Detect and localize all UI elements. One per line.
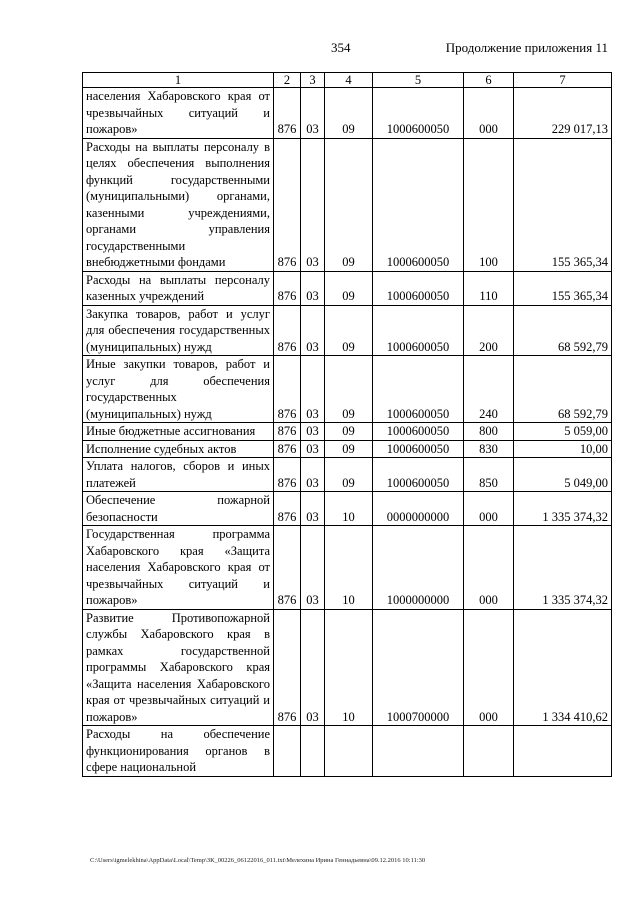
cell-amount: 155 365,34 — [514, 138, 612, 271]
cell-section: 03 — [301, 458, 325, 492]
cell-section: 03 — [301, 271, 325, 305]
table-row — [83, 440, 612, 458]
footer-file-path: C:\Users\igmelekhina\AppData\Local\Temp\ЗК_00226_06122016_011.txt\Мелехина Ирина Геннадьевна\09.12.2016 10:11:30 — [90, 857, 426, 864]
cell-admin-code: 876 — [274, 526, 301, 610]
table-row — [83, 138, 612, 271]
cell-subsection: 10 — [325, 609, 373, 726]
cell-expense-type: 240 — [464, 356, 514, 423]
cell-section: 03 — [301, 526, 325, 610]
column-header: 2 — [274, 73, 301, 88]
cell-subsection: 09 — [325, 440, 373, 458]
table-header-row — [83, 73, 612, 88]
table-row — [83, 726, 612, 777]
cell-admin-code: 876 — [274, 271, 301, 305]
cell-section: 03 — [301, 356, 325, 423]
cell-subsection: 09 — [325, 138, 373, 271]
cell-section: 03 — [301, 609, 325, 726]
table-row — [83, 492, 612, 526]
cell-subsection: 09 — [325, 271, 373, 305]
cell-amount: 68 592,79 — [514, 305, 612, 356]
cell-expense-type: 830 — [464, 440, 514, 458]
cell-admin-code: 876 — [274, 305, 301, 356]
cell-admin-code: 876 — [274, 138, 301, 271]
cell-expense-type: 200 — [464, 305, 514, 356]
cell-subsection: 09 — [325, 305, 373, 356]
column-header: 4 — [325, 73, 373, 88]
row-name: Расходы на выплаты персоналу казенных учреждений — [83, 271, 274, 305]
cell-expense-type: 110 — [464, 271, 514, 305]
table-row — [83, 305, 612, 356]
table-row — [83, 609, 612, 726]
cell-amount: 68 592,79 — [514, 356, 612, 423]
cell-expense-type: 000 — [464, 88, 514, 139]
cell-target-code: 1000600050 — [373, 138, 464, 271]
cell-section: 03 — [301, 440, 325, 458]
cell-section — [301, 726, 325, 777]
cell-amount: 5 049,00 — [514, 458, 612, 492]
cell-subsection: 09 — [325, 88, 373, 139]
cell-target-code — [373, 726, 464, 777]
cell-amount: 5 059,00 — [514, 423, 612, 441]
cell-target-code: 1000600050 — [373, 88, 464, 139]
cell-section: 03 — [301, 423, 325, 441]
cell-target-code: 1000600050 — [373, 271, 464, 305]
cell-section: 03 — [301, 492, 325, 526]
cell-target-code: 1000600050 — [373, 305, 464, 356]
cell-subsection: 09 — [325, 423, 373, 441]
cell-target-code: 1000600050 — [373, 423, 464, 441]
row-name: Исполнение судебных актов — [83, 440, 274, 458]
cell-subsection: 09 — [325, 356, 373, 423]
cell-subsection: 10 — [325, 526, 373, 610]
cell-subsection — [325, 726, 373, 777]
cell-target-code: 1000600050 — [373, 458, 464, 492]
cell-admin-code: 876 — [274, 492, 301, 526]
cell-amount: 1 335 374,32 — [514, 526, 612, 610]
cell-admin-code: 876 — [274, 423, 301, 441]
column-header: 7 — [514, 73, 612, 88]
table-row — [83, 88, 612, 139]
cell-amount — [514, 726, 612, 777]
cell-section: 03 — [301, 88, 325, 139]
cell-expense-type: 000 — [464, 526, 514, 610]
table-row — [83, 271, 612, 305]
cell-subsection: 09 — [325, 458, 373, 492]
table-row — [83, 526, 612, 610]
table-row — [83, 423, 612, 441]
cell-amount: 1 334 410,62 — [514, 609, 612, 726]
row-name: Закупка товаров, работ и услуг для обеспечения государственных (муниципальных) нужд — [83, 305, 274, 356]
row-name: Расходы на обеспечение функционирования органов в сфере национальной — [83, 726, 274, 777]
row-name: Уплата налогов, сборов и иных платежей — [83, 458, 274, 492]
row-name: Развитие Противопожарной службы Хабаровского края в рамках государственной программы Хабаровского края «Защита населения Хабаровского края от чрезвычайных ситуаций и пожаров» — [83, 609, 274, 726]
cell-target-code: 1000600050 — [373, 356, 464, 423]
column-header: 5 — [373, 73, 464, 88]
row-name: Иные закупки товаров, работ и услуг для обеспечения государственных (муниципальных) нужд — [83, 356, 274, 423]
cell-amount: 229 017,13 — [514, 88, 612, 139]
column-header: 3 — [301, 73, 325, 88]
cell-admin-code: 876 — [274, 356, 301, 423]
cell-expense-type: 100 — [464, 138, 514, 271]
column-header: 6 — [464, 73, 514, 88]
table-row — [83, 458, 612, 492]
row-name: Обеспечение пожарной безопасности — [83, 492, 274, 526]
cell-amount: 155 365,34 — [514, 271, 612, 305]
cell-admin-code — [274, 726, 301, 777]
cell-admin-code: 876 — [274, 440, 301, 458]
row-name: Иные бюджетные ассигнования — [83, 423, 274, 441]
cell-expense-type: 800 — [464, 423, 514, 441]
budget-table — [82, 72, 612, 777]
row-name: Расходы на выплаты персоналу в целях обеспечения выполнения функций государственными (муниципальными) органами, казенными учреждениями, органами управления государственными внебюджетными фондами — [83, 138, 274, 271]
cell-section: 03 — [301, 305, 325, 356]
cell-target-code: 1000000000 — [373, 526, 464, 610]
row-name: Государственная программа Хабаровского края «Защита населения Хабаровского края от чрезвычайных ситуаций и пожаров» — [83, 526, 274, 610]
cell-target-code: 1000600050 — [373, 440, 464, 458]
cell-admin-code: 876 — [274, 609, 301, 726]
cell-admin-code: 876 — [274, 458, 301, 492]
cell-target-code: 1000700000 — [373, 609, 464, 726]
page-number: 354 — [331, 40, 351, 55]
cell-expense-type: 000 — [464, 609, 514, 726]
cell-section: 03 — [301, 138, 325, 271]
cell-subsection: 10 — [325, 492, 373, 526]
cell-admin-code: 876 — [274, 88, 301, 139]
page-caption: Продолжение приложения 11 — [445, 40, 608, 55]
cell-target-code: 0000000000 — [373, 492, 464, 526]
cell-expense-type — [464, 726, 514, 777]
table-row — [83, 356, 612, 423]
cell-expense-type: 850 — [464, 458, 514, 492]
cell-expense-type: 000 — [464, 492, 514, 526]
cell-amount: 10,00 — [514, 440, 612, 458]
column-header: 1 — [83, 73, 274, 88]
row-name: населения Хабаровского края от чрезвычайных ситуаций и пожаров» — [83, 88, 274, 139]
cell-amount: 1 335 374,32 — [514, 492, 612, 526]
